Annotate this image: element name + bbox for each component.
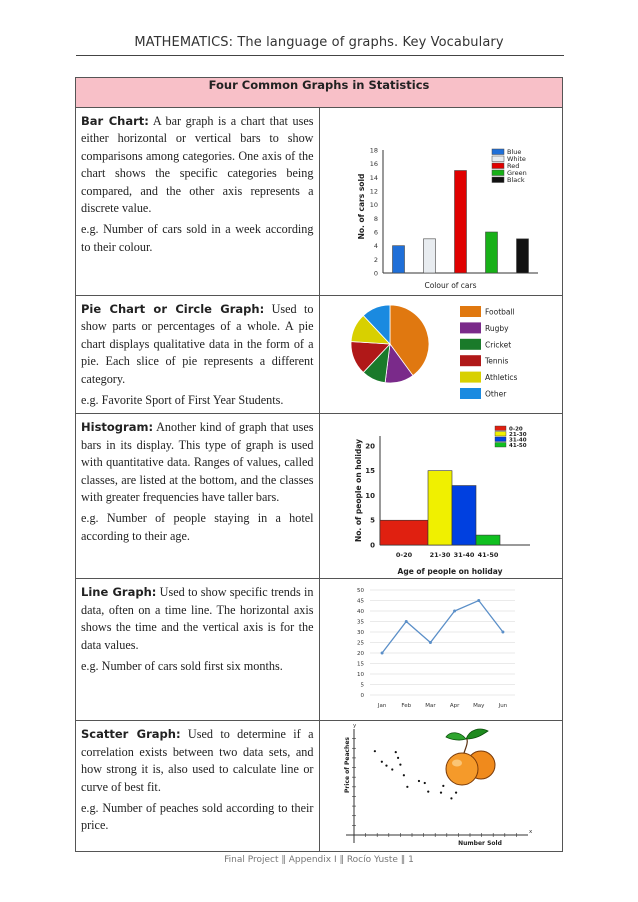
histogram-chart	[320, 414, 565, 578]
y-tick-label: 18	[369, 146, 378, 155]
bar	[423, 239, 435, 273]
scatter-point	[402, 775, 404, 777]
legend-swatch	[492, 156, 504, 162]
legend-swatch	[460, 355, 481, 366]
y-tick-label: 0	[369, 541, 375, 550]
definition-text: Another kind of graph that uses bars in its display. This type of graph is used with quantitative data. Ranges of values, called classes, are listed at the bottom, and the classes with greater frequencies have taller bars.	[81, 420, 314, 505]
x-tick-label: Feb	[400, 703, 411, 710]
term-label: Line Graph:	[81, 585, 157, 600]
legend-label: White	[506, 155, 526, 163]
definition-text: Used to show parts or percentages of a whole. A pie chart displays qualitative data in the form of a pie. Each slice of pie represents a different category.	[81, 302, 314, 386]
y-tick-label: 10	[369, 201, 378, 210]
y-tick-label: 50	[356, 588, 364, 595]
scatter-point	[380, 761, 382, 763]
histogram-description	[76, 414, 320, 579]
y-tick-label: 25	[356, 640, 364, 647]
scatter-point	[385, 765, 387, 767]
legend-swatch	[495, 443, 506, 448]
legend-swatch	[460, 322, 481, 333]
leaf-icon	[446, 733, 466, 740]
x-axis-letter: x	[528, 829, 532, 836]
scatter-point	[391, 769, 393, 771]
legend-label: 21-30	[508, 432, 527, 439]
pie-chart	[320, 296, 565, 402]
legend-swatch	[492, 177, 504, 183]
bar	[392, 246, 404, 273]
legend-swatch	[495, 432, 506, 437]
legend-swatch	[492, 149, 504, 155]
data-point	[453, 610, 456, 613]
y-tick-label: 4	[373, 242, 378, 251]
histogram-bar	[452, 486, 476, 545]
peaches-illustration	[446, 730, 495, 786]
header-rule	[76, 55, 564, 56]
legend-label: Green	[506, 169, 527, 177]
legend-label: Blue	[506, 148, 521, 156]
scatter-point	[399, 764, 401, 766]
definition-text: Used to show specific trends in data, often on a time line. The horizontal axis shows the time and the vertical axis is for the data values.	[81, 585, 314, 652]
data-point	[477, 599, 480, 602]
legend-swatch	[460, 306, 481, 317]
scatter-graph-cell	[319, 721, 563, 852]
data-point	[428, 641, 431, 644]
y-tick-label: 14	[369, 173, 378, 182]
x-tick-label: Jun	[498, 703, 507, 710]
histogram-bar	[476, 536, 500, 546]
example-text: e.g. Number of peaches sold according to their price.	[81, 801, 314, 833]
scatter-point	[454, 792, 456, 794]
pie-chart-description	[76, 296, 320, 414]
x-tick-label: 31-40	[453, 551, 474, 560]
y-tick-label: 40	[356, 609, 364, 616]
y-tick-label: 10	[364, 492, 375, 501]
y-tick-label: 35	[356, 619, 364, 626]
scatter-point	[423, 782, 425, 784]
x-tick-label: 41-50	[477, 551, 498, 560]
x-tick-label: Mar	[424, 703, 436, 710]
y-tick-label: 12	[369, 187, 378, 196]
page-footer: Final Project ‖ Appendix I ‖ Rocío Yuste ‖ 1	[224, 855, 414, 865]
bar-chart-description	[76, 108, 320, 296]
legend-swatch	[460, 388, 481, 399]
bar-chart	[320, 108, 565, 295]
bar	[485, 232, 497, 273]
data-line	[382, 601, 503, 654]
legend-label: Football	[484, 307, 515, 317]
x-tick-label: Apr	[449, 703, 459, 710]
y-axis-label: No. of people on holiday	[353, 439, 363, 543]
legend-label: Rugby	[484, 323, 509, 333]
y-axis-label: Price of Peaches	[343, 737, 351, 794]
bar	[454, 171, 466, 274]
y-tick-label: 20	[356, 651, 364, 658]
x-axis-label: Age of people on holiday	[397, 567, 502, 577]
term-label: Pie Chart or Circle Graph:	[81, 302, 265, 316]
leaf-icon	[466, 730, 488, 740]
line-graph	[320, 579, 565, 720]
scatter-graph	[320, 721, 565, 851]
data-point	[380, 652, 383, 655]
y-axis-label: No. of cars sold	[356, 173, 366, 240]
scatter-point	[442, 785, 444, 787]
legend-label: Black	[506, 176, 525, 184]
y-tick-label: 6	[373, 228, 378, 237]
y-tick-label: 0	[373, 269, 378, 278]
x-tick-label: May	[472, 703, 484, 710]
data-point	[501, 631, 504, 634]
legend-label: 31-40	[508, 437, 527, 444]
definition-text: Used to determine if a correlation exists between two data sets, and how strong it is, also used to calculate line or curve of best fit.	[81, 727, 314, 794]
line-graph-description	[76, 579, 320, 721]
scatter-point	[417, 780, 419, 782]
term-label: Histogram:	[81, 420, 154, 435]
y-tick-label: 30	[356, 630, 364, 637]
data-point	[404, 620, 407, 623]
y-tick-label: 15	[356, 661, 364, 668]
y-tick-label: 0	[360, 693, 364, 700]
stem-icon	[464, 739, 467, 753]
legend-label: Tennis	[484, 356, 508, 366]
y-tick-label: 45	[356, 598, 364, 605]
example-text: e.g. Number of cars sold first six months.	[81, 659, 283, 674]
scatter-point	[394, 751, 396, 753]
y-tick-label: 15	[364, 467, 375, 476]
x-tick-label: 0-20	[395, 551, 412, 560]
line-graph-cell	[319, 579, 563, 721]
x-tick-label: 21-30	[429, 551, 450, 560]
scatter-point	[439, 792, 441, 794]
page-header: MATHEMATICS: The language of graphs. Key Vocabulary	[134, 35, 504, 50]
histogram-bar	[380, 521, 428, 546]
scatter-point	[427, 791, 429, 793]
bar	[516, 239, 528, 273]
scatter-point	[373, 751, 375, 753]
y-tick-label: 16	[369, 160, 378, 169]
legend-label: Cricket	[484, 340, 511, 350]
y-tick-label: 5	[369, 517, 375, 526]
legend-label: Other	[484, 389, 506, 399]
histogram-bar	[428, 471, 452, 545]
example-text: e.g. Number of people staying in a hotel according to their age.	[81, 511, 314, 543]
y-tick-label: 5	[360, 682, 364, 689]
legend-label: Red	[506, 162, 519, 170]
y-axis-letter: y	[352, 723, 356, 730]
scatter-point	[406, 786, 408, 788]
definition-text: A bar graph is a chart that uses either horizontal or vertical bars to show comparisons among categories. One axis of the chart shows the specific categories being compared, and the other axis represents a discrete value.	[81, 114, 314, 216]
table-title: Four Common Graphs in Statistics	[76, 78, 563, 108]
y-tick-label: 2	[373, 255, 378, 264]
histogram-cell	[319, 414, 563, 579]
legend-label: 41-50	[508, 443, 527, 450]
y-tick-label: 10	[356, 672, 364, 679]
x-axis-label: Colour of cars	[423, 281, 477, 290]
x-axis-label: Number Sold	[457, 840, 502, 848]
y-tick-label: 8	[373, 214, 378, 223]
legend-label: 0-20	[508, 426, 523, 433]
legend-swatch	[460, 339, 481, 350]
scatter-point	[450, 798, 452, 800]
legend-swatch	[495, 426, 506, 431]
legend-label: Athletics	[484, 373, 517, 383]
term-label: Bar Chart:	[81, 114, 149, 128]
peach-icon	[446, 753, 478, 785]
graphs-table	[75, 77, 563, 852]
y-tick-label: 20	[364, 442, 375, 451]
bar-chart-cell	[319, 108, 563, 296]
legend-swatch	[495, 437, 506, 442]
x-tick-label: Jan	[377, 703, 386, 710]
scatter-graph-description	[76, 721, 320, 852]
pie-chart-cell	[319, 296, 563, 414]
term-label: Scatter Graph:	[81, 727, 181, 742]
example-text: e.g. Favorite Sport of First Year Students.	[81, 393, 284, 408]
scatter-point	[396, 757, 398, 759]
legend-swatch	[492, 170, 504, 176]
highlight	[452, 760, 462, 767]
example-text: e.g. Number of cars sold in a week according to their colour.	[81, 222, 314, 254]
legend-swatch	[492, 163, 504, 169]
legend-swatch	[460, 372, 481, 383]
